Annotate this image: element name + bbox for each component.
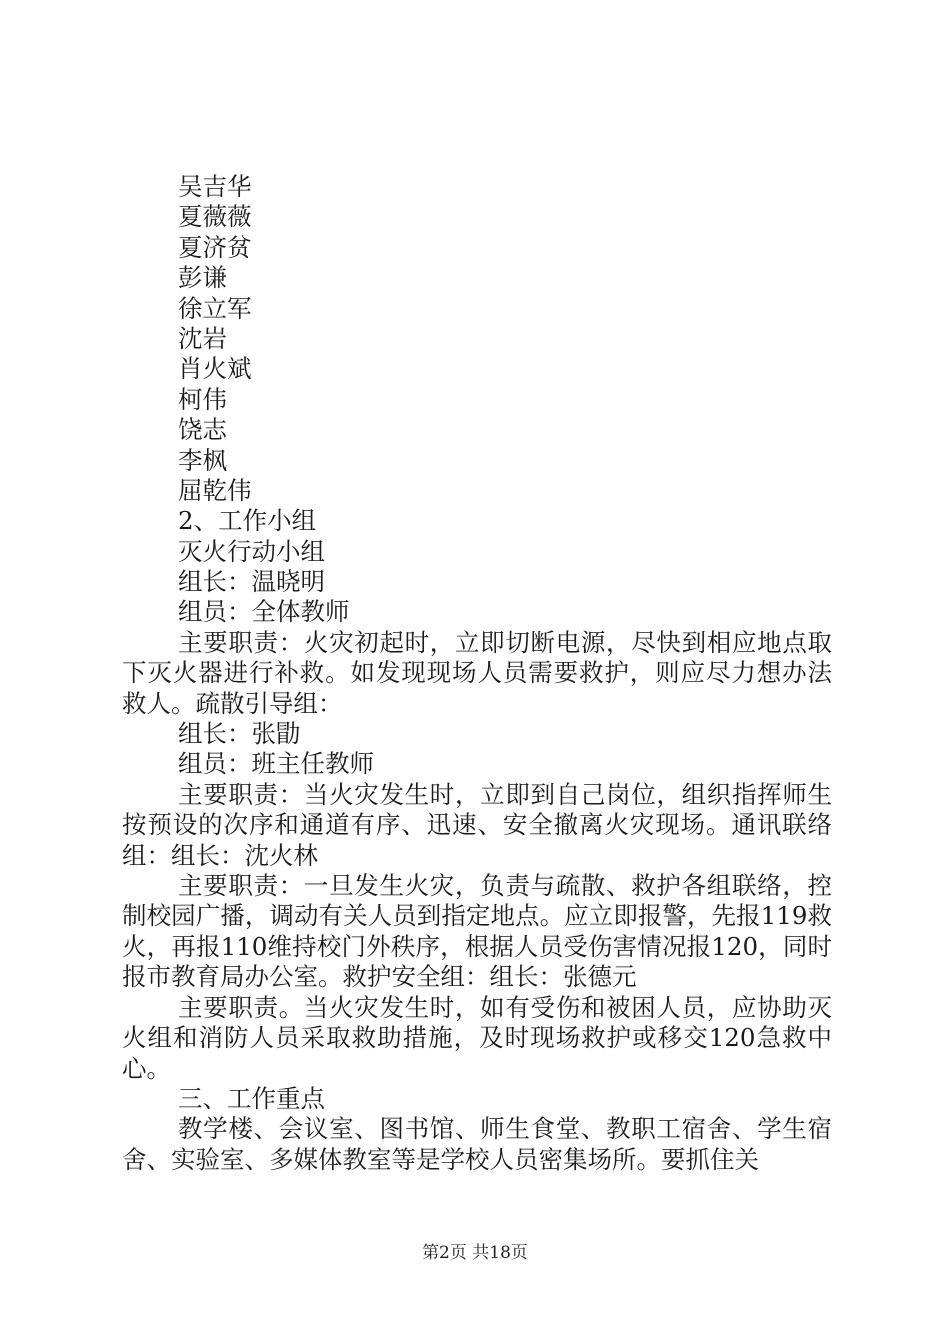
duty-paragraph: 主要职责。当火灾发生时，如有受伤和被困人员，应协助灭火组和消防人员采取救助措施，及时现场救护或移交120急救中心。 [122, 992, 832, 1083]
member-name: 李枫 [178, 445, 227, 475]
page-number: 第2页 共18页 [422, 1243, 528, 1263]
section-heading: 2、工作小组 [178, 506, 317, 536]
group-leader: 组长：张勖 [178, 719, 301, 749]
group-name: 灭火行动小组 [178, 536, 325, 566]
group-members: 组员：班主任教师 [178, 749, 374, 779]
member-name: 彭谦 [178, 263, 227, 293]
document-body [122, 172, 832, 1175]
member-name: 吴吉华 [178, 172, 252, 201]
duty-paragraph: 主要职责：火灾初起时，立即切断电源，尽快到相应地点取下灭火器进行补救。如发现现场人员需要救护，则应尽力想办法救人。疏散引导组： [122, 627, 832, 718]
member-name: 徐立军 [178, 293, 252, 323]
member-name: 饶志 [178, 415, 227, 445]
member-name: 屈乾伟 [178, 475, 252, 505]
group-members: 组员：全体教师 [178, 597, 350, 627]
member-name: 夏济贫 [178, 232, 252, 262]
duty-paragraph: 主要职责：一旦发生火灾，负责与疏散、救护各组联络，控制校园广播，调动有关人员到指定地点。应立即报警，先报119救火，再报110维持校门外秩序，根据人员受伤害情况报120，同时报市教育局办公室。救护安全组：组长：张德元 [122, 871, 832, 992]
member-name: 沈岩 [178, 323, 227, 353]
member-name: 肖火斌 [178, 354, 252, 384]
group-leader: 组长：温晓明 [178, 567, 325, 597]
member-list [122, 172, 832, 506]
member-name: 夏薇薇 [178, 202, 252, 232]
section-heading: 三、工作重点 [178, 1083, 325, 1113]
duty-paragraph: 主要职责：当火灾发生时，立即到自己岗位，组织指挥师生按预设的次序和通道有序、迅速、安全撤离火灾现场。通讯联络组：组长：沈火林 [122, 779, 832, 870]
body-paragraph: 教学楼、会议室、图书馆、师生食堂、教职工宿舍、学生宿舍、实验室、多媒体教室等是学校人员密集场所。要抓住关 [122, 1114, 832, 1174]
member-name: 柯伟 [178, 384, 227, 414]
